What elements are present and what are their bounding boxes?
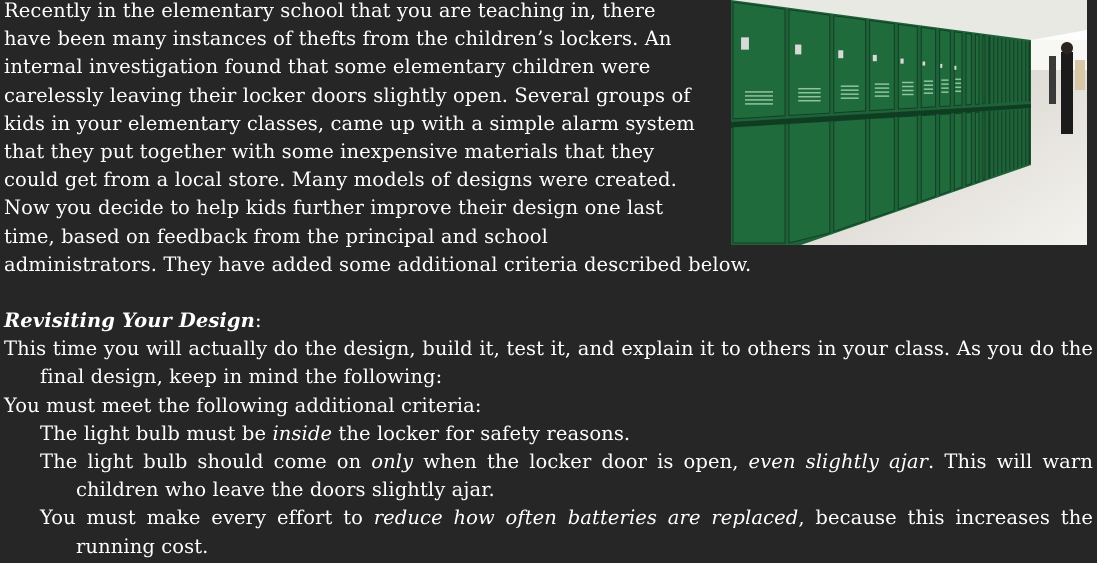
locker-vent xyxy=(745,103,773,105)
person-silhouette xyxy=(1049,56,1056,104)
locker-vent xyxy=(875,87,889,89)
locker-door xyxy=(834,119,866,232)
locker-vent xyxy=(924,84,933,86)
locker-vent xyxy=(941,79,948,81)
locker-vent xyxy=(745,95,773,97)
locker-vent xyxy=(902,86,913,88)
locker-door xyxy=(954,113,962,190)
locker-door xyxy=(975,112,979,182)
locker-handle xyxy=(795,45,801,55)
intro-line: carelessly leaving their locker doors slightly open. Several groups of xyxy=(4,83,691,107)
person-silhouette xyxy=(1061,52,1073,134)
intro-line: have been many instances of thefts from the children’s lockers. An xyxy=(4,27,672,51)
criterion-text: You must make every effort to xyxy=(40,506,374,530)
person-bag xyxy=(1075,60,1085,90)
locker-vent xyxy=(798,88,820,90)
intro-line: Recently in the elementary school that you are teaching in, there xyxy=(4,0,656,22)
locker-vent xyxy=(902,90,913,92)
person-head xyxy=(1061,42,1073,54)
locker-door xyxy=(921,27,935,107)
locker-vent xyxy=(955,83,961,85)
section-paragraph: This time you will actually do the design, build it, test it, and explain it to others in your class. As you do the final design, keep in mind the following: xyxy=(4,337,1093,389)
locker-door xyxy=(870,117,895,219)
locker-vent xyxy=(875,83,889,85)
locker-vent xyxy=(745,99,773,101)
criteria-intro: You must meet the following additional criteria: xyxy=(4,393,482,417)
criterion-text: , because this increases the running cost. xyxy=(76,506,1093,558)
criterion-item xyxy=(4,420,1093,448)
section-heading-colon: : xyxy=(254,309,262,333)
intro-line: could get from a local store. Many models of designs were created. xyxy=(4,168,677,192)
locker-handle xyxy=(940,64,942,68)
locker-vent xyxy=(955,79,961,81)
locker-vent xyxy=(798,92,820,94)
locker-door xyxy=(989,36,990,103)
locker-vent xyxy=(941,87,948,89)
locker-vent xyxy=(941,83,948,85)
locker-door xyxy=(1029,42,1030,101)
locker-vent xyxy=(902,82,913,84)
locker-door xyxy=(1029,109,1030,164)
criterion-emphasis: reduce how often batteries are replaced xyxy=(373,506,799,530)
locker-vent xyxy=(924,80,933,82)
locker-vent xyxy=(924,88,933,90)
locker-vent xyxy=(902,94,913,96)
locker-door xyxy=(989,111,990,177)
locker-vent xyxy=(841,93,859,95)
criterion-emphasis: even slightly ajar xyxy=(748,450,929,474)
criterion-emphasis: only xyxy=(371,450,414,474)
locker-handle xyxy=(741,37,749,49)
criterion-text: The light bulb must be xyxy=(40,421,273,445)
locker-vent xyxy=(924,92,933,94)
locker-vent xyxy=(955,87,961,89)
locker-door xyxy=(966,33,971,105)
locker-hallway-illustration xyxy=(731,0,1087,245)
criterion-text: The light bulb should come on xyxy=(40,450,372,474)
intro-line: Now you decide to help kids further improve their design one last xyxy=(4,196,664,220)
locker-vent xyxy=(941,91,948,93)
locker-hallway-photo xyxy=(731,0,1087,245)
criterion-text: . This will warn children who leave the doors slightly ajar. xyxy=(76,450,1093,502)
locker-vent xyxy=(841,89,859,91)
locker-vent xyxy=(841,97,859,99)
locker-door xyxy=(921,115,935,201)
intro-line: kids in your elementary classes, came up with a simple alarm system xyxy=(4,111,695,135)
section-heading xyxy=(4,307,1093,335)
section-heading-text: Revisiting Your Design xyxy=(4,309,255,333)
locker-door xyxy=(983,112,985,180)
locker-door xyxy=(789,121,830,243)
locker-door xyxy=(789,10,830,116)
locker-handle xyxy=(923,62,926,66)
locker-door xyxy=(898,24,917,109)
locker-vent xyxy=(841,85,859,87)
locker-door xyxy=(966,113,971,186)
locker-vent xyxy=(955,91,961,93)
criterion-item xyxy=(4,504,1093,560)
locker-door xyxy=(898,116,917,209)
blank-line xyxy=(4,279,1093,307)
locker-vent xyxy=(745,91,773,93)
locker-handle xyxy=(838,50,843,58)
criterion-emphasis: inside xyxy=(272,421,333,445)
locker-vent xyxy=(875,95,889,97)
locker-door xyxy=(870,20,895,110)
locker-door xyxy=(940,30,951,107)
locker-door xyxy=(733,2,785,119)
locker-vent xyxy=(798,100,820,102)
criterion-item xyxy=(4,448,1093,504)
locker-door xyxy=(975,35,979,105)
locker-vent xyxy=(798,96,820,98)
locker-door xyxy=(940,114,951,195)
intro-line: internal investigation found that some elementary children were xyxy=(4,55,651,79)
locker-door xyxy=(733,124,785,243)
criterion-text: the locker for safety reasons. xyxy=(332,421,631,445)
locker-handle xyxy=(954,66,956,70)
locker-vent xyxy=(875,91,889,93)
locker-handle xyxy=(900,59,903,64)
intro-line: that they put together with some inexpensive materials that they xyxy=(4,140,655,164)
locker-door xyxy=(983,36,985,104)
intro-line: administrators. They have added some additional criteria described below. xyxy=(4,252,752,276)
locker-handle xyxy=(873,55,877,61)
criterion-text: when the locker door is open, xyxy=(413,450,749,474)
intro-line: time, based on feedback from the principal and school xyxy=(4,224,548,248)
